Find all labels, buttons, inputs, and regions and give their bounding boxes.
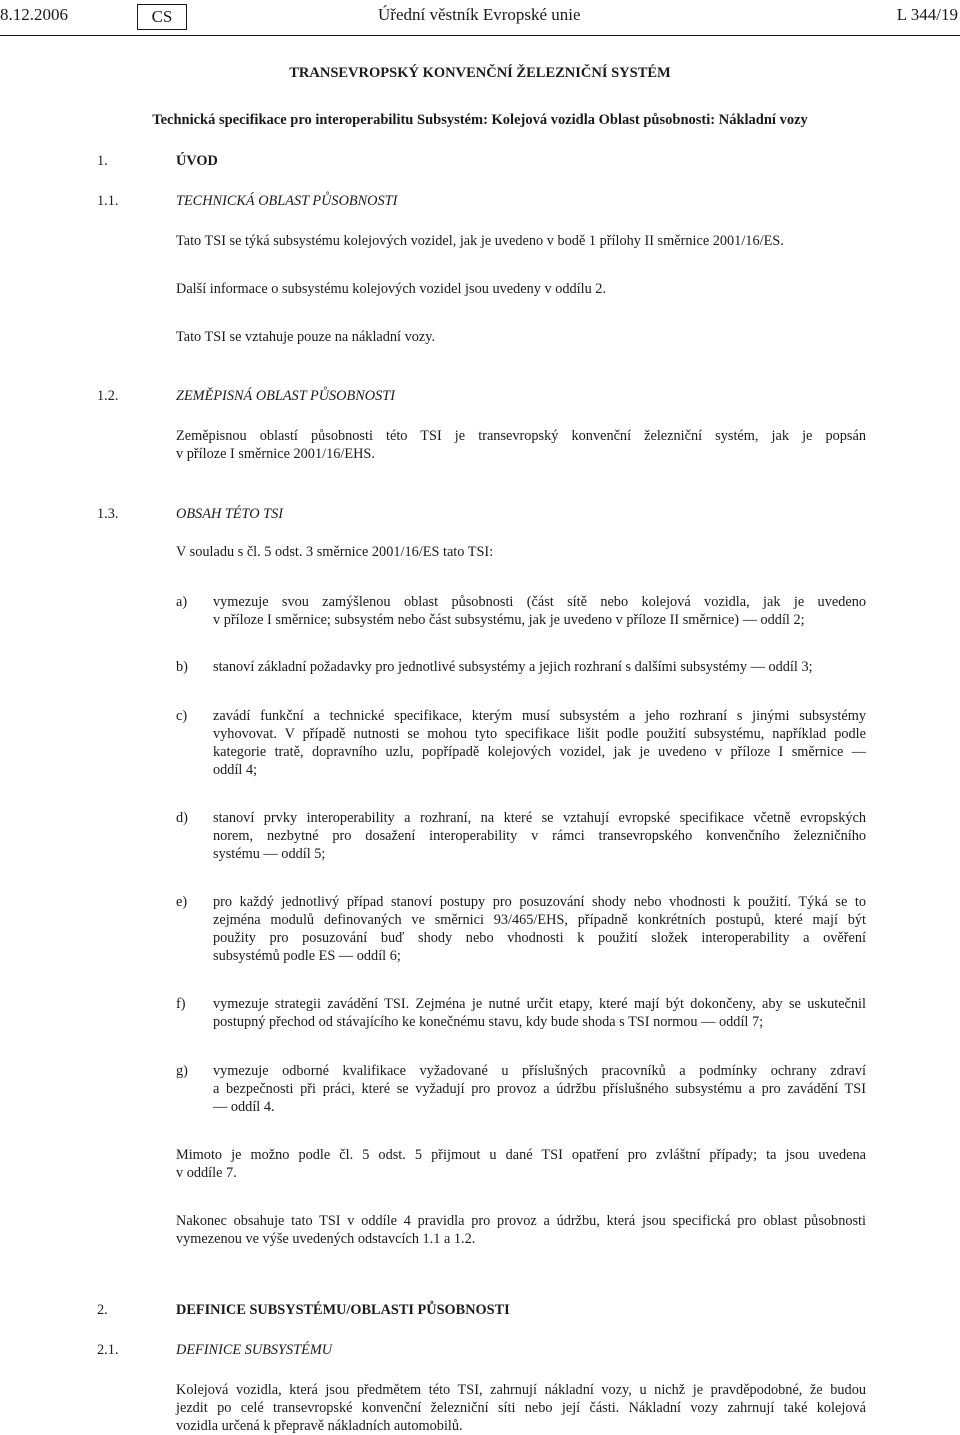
- list-item-line: v příloze I směrnice; subsystém nebo část subsystému, jak je uvedeno v příloze II směrnice) — oddíl 2;: [213, 612, 805, 628]
- list-item-line: zavádí funkční a technické specifikace, kterým musí subsystém a jeho rozhraní s jinými subsystémy: [213, 708, 866, 724]
- paragraph-line: Kolejová vozidla, která jsou předmětem této TSI, zahrnují nákladní vozy, u nichž je pravděpodobné, že budou: [176, 1382, 866, 1398]
- paragraph-line: v oddíle 7.: [176, 1165, 237, 1181]
- paragraph-line: vozidla určená k přepravě nákladních automobilů.: [176, 1418, 463, 1434]
- journal-title: Úřední věstník Evropské unie: [378, 5, 581, 24]
- list-item-line: vymezuje svou zamýšlenou oblast působnosti (část sítě nebo kolejová vozidla, jak je uvedeno: [213, 594, 866, 610]
- list-item-line: norem, nezbytné pro dosažení interoperability v rámci transevropského konvenčního železničního: [213, 828, 866, 844]
- list-item-line: postupný přechod od stávajícího ke konečnému stavu, kdy bude shoda s TSI normou — oddíl 7;: [213, 1014, 764, 1030]
- publication-date: 8.12.2006: [0, 5, 68, 24]
- paragraph-line: vymezenou ve výše uvedených odstavcích 1.1 a 1.2.: [176, 1231, 476, 1247]
- section-heading: TECHNICKÁ OBLAST PŮSOBNOSTI: [176, 193, 398, 209]
- section-number: 1.1.: [97, 193, 119, 209]
- section-number: 1.3.: [97, 506, 119, 522]
- language-badge: CS: [137, 4, 187, 30]
- section-number: 2.: [97, 1302, 108, 1318]
- paragraph-line: Nakonec obsahuje tato TSI v oddíle 4 pravidla pro provoz a údržbu, která jsou specifická pro oblast působnosti: [176, 1213, 866, 1229]
- section-heading: DEFINICE SUBSYSTÉMU: [176, 1342, 333, 1358]
- section-heading: ÚVOD: [176, 153, 218, 169]
- paragraph-line: jezdit po celé transevropské konvenční železniční síti nebo její části. Nákladní vozy zahrnují také kolejová: [176, 1400, 866, 1416]
- list-item-line: vymezuje strategii zavádění TSI. Zejména je nutné určit etapy, které mají být dokončeny, aby se uskutečnil: [213, 996, 866, 1012]
- list-item-line: oddíl 4;: [213, 762, 258, 778]
- list-item-line: systému — oddíl 5;: [213, 846, 326, 862]
- list-item-line: vymezuje odborné kvalifikace vyžadované u příslušných pracovníků a podmínky ochrany zdraví: [213, 1063, 866, 1079]
- list-item-letter: g): [176, 1063, 188, 1079]
- paragraph: Další informace o subsystému kolejových vozidel jsou uvedeny v oddílu 2.: [176, 281, 607, 297]
- section-number: 1.2.: [97, 388, 119, 404]
- list-item-line: subsystémů podle ES — oddíl 6;: [213, 948, 401, 964]
- list-item-line: vyhovovat. V případě nutnosti se mohou tyto specifikace lišit podle použití subsystému, například podle: [213, 726, 866, 742]
- list-item-letter: e): [176, 894, 188, 910]
- list-item-line: stanoví prvky interoperability a rozhraní, na které se vztahují evropské specifikace včetně evropských: [213, 810, 866, 826]
- list-item-letter: f): [176, 996, 186, 1012]
- section-number: 1.: [97, 153, 108, 169]
- paragraph: Tato TSI se vztahuje pouze na nákladní vozy.: [176, 329, 436, 345]
- page-header: [0, 4, 960, 32]
- list-item-line: kategorie tratě, dopravního uzlu, popřípadě kolejových vozidel, jak je uvedeno v příloze I směrnice —: [213, 744, 866, 760]
- list-item-line: stanoví základní požadavky pro jednotlivé subsystémy a jejich rozhraní s dalšími subsystémy — oddíl 3;: [213, 659, 813, 675]
- list-item-letter: c): [176, 708, 188, 724]
- section-number: 2.1.: [97, 1342, 119, 1358]
- list-item-line: použity pro posuzování buď shody nebo vhodnosti k použití složek interoperability a ověření: [213, 930, 866, 946]
- list-item-letter: b): [176, 659, 188, 675]
- paragraph-line: Zeměpisnou oblastí působnosti této TSI je transevropský konvenční železniční systém, jak je popsán: [176, 428, 866, 444]
- section-heading: OBSAH TÉTO TSI: [176, 506, 283, 522]
- list-item-letter: a): [176, 594, 188, 610]
- paragraph: V souladu s čl. 5 odst. 3 směrnice 2001/16/ES tato TSI:: [176, 544, 494, 560]
- list-item-line: a bezpečnosti při práci, které se vyžadují pro provoz a údržbu příslušného subsystému a pro zavádění TSI: [213, 1081, 866, 1097]
- section-heading: DEFINICE SUBSYSTÉMU/OBLASTI PŮSOBNOSTI: [176, 1302, 510, 1318]
- list-item-line: — oddíl 4.: [213, 1099, 275, 1115]
- list-item-line: pro každý jednotlivý případ stanoví postupy pro posuzování shody nebo vhodnosti k použití. Týká se to: [213, 894, 866, 910]
- document-title: TRANSEVROPSKÝ KONVENČNÍ ŽELEZNIČNÍ SYSTÉM: [289, 65, 671, 81]
- section-heading: ZEMĚPISNÁ OBLAST PŮSOBNOSTI: [176, 388, 395, 404]
- page-reference: L 344/19: [896, 5, 958, 24]
- paragraph-line: v příloze I směrnice 2001/16/EHS.: [176, 446, 375, 462]
- list-item-letter: d): [176, 810, 188, 826]
- header-rule: [0, 35, 960, 36]
- paragraph-line: Mimoto je možno podle čl. 5 odst. 5 přijmout u dané TSI opatření pro zvláštní případy; ta jsou uvedena: [176, 1147, 866, 1163]
- paragraph: Tato TSI se týká subsystému kolejových vozidel, jak je uvedeno v bodě 1 přílohy II směrnice 2001/16/ES.: [176, 233, 784, 249]
- document-subtitle: Technická specifikace pro interoperabilitu Subsystém: Kolejová vozidla Oblast působnosti: Nákladní vozy: [152, 112, 808, 128]
- list-item-line: zejména modulů definovaných ve směrnici 93/465/EHS, případně konkrétních postupů, které mají být: [213, 912, 866, 928]
